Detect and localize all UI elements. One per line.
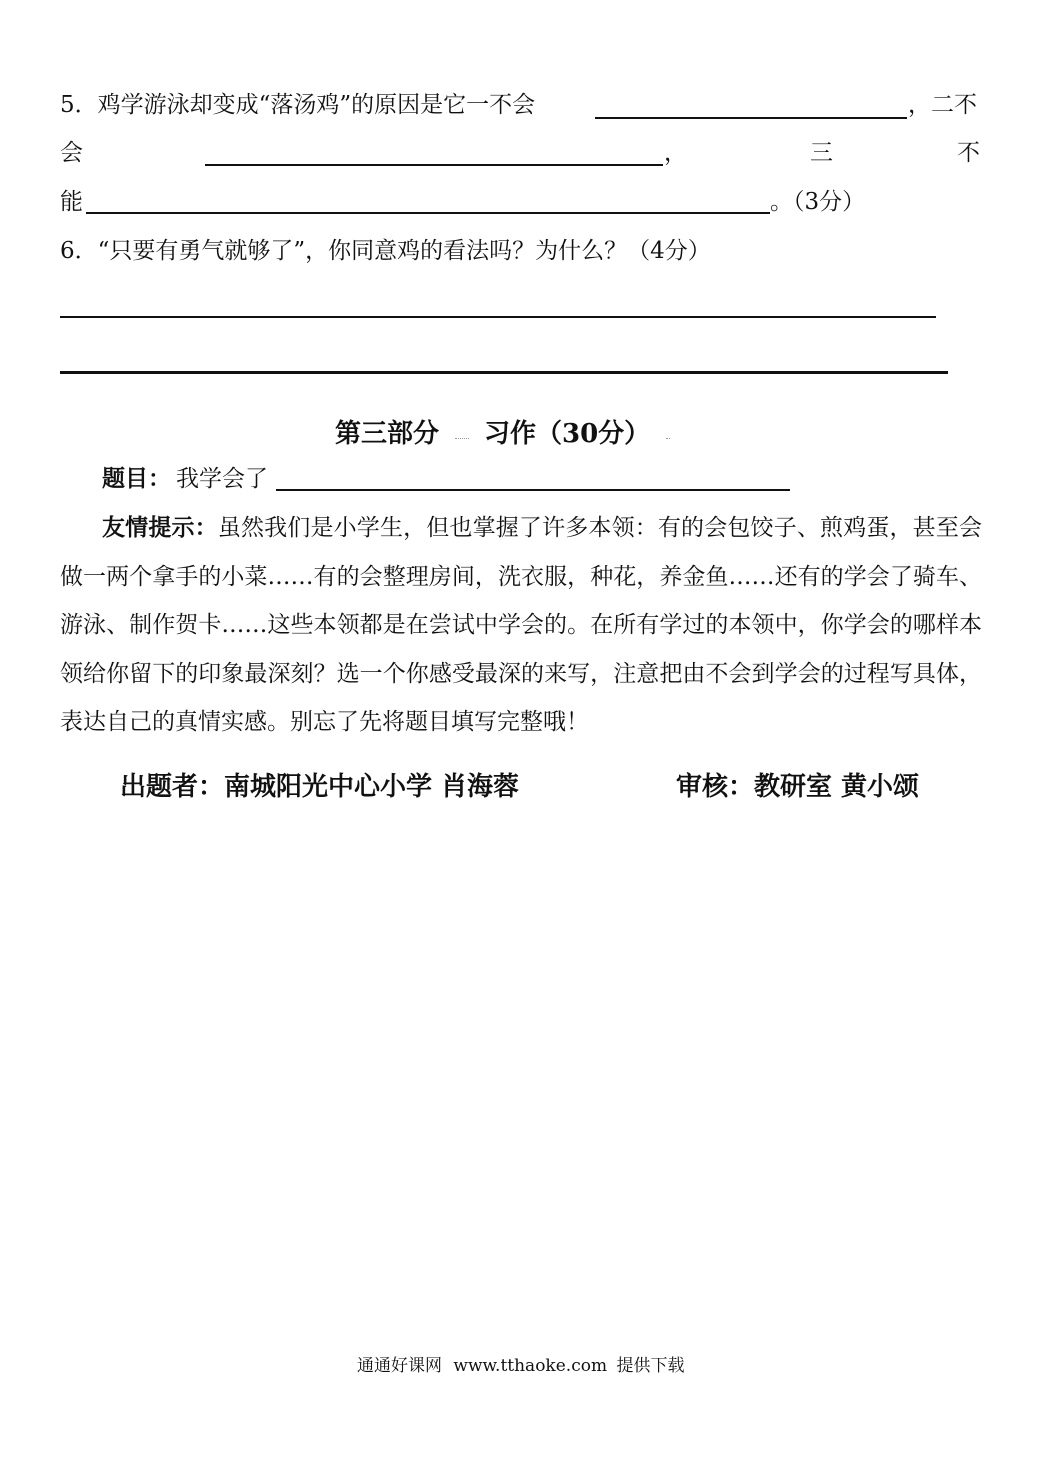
topic-label: 题目： — [102, 465, 171, 492]
hint-text: 虽然我们是小学生，但也掌握了许多本领：有的会包饺子、煎鸡蛋，甚至会做一两个拿手的小菜……有的会整理房间，洗衣服，种花，养金鱼……还有的学会了骑车、游泳、制作贺卡……这些本领都是在尝试中学会的。在所有学过的本领中，你学会的哪样本领给你留下的印象最深刻？选一个你感受最深的来写，注意把由不会到学会的过程写具体，表达自己的真情实感。别忘了先将题目填写完整哦！ — [60, 515, 983, 735]
credits-reviewer: 审核：教研室 黄小颂 — [676, 772, 920, 802]
part3-title-b: 习作（30分） — [484, 419, 651, 449]
credits-author: 出题者：南城阳光中心小学 肖海蓉 — [120, 772, 520, 802]
q6-text: 6．“只要有勇气就够了”，你同意鸡的看法吗？为什么？（4分） — [60, 238, 711, 264]
topic-blank[interactable] — [276, 489, 790, 491]
q5-line3-end: 。（3分） — [770, 189, 866, 215]
part3-title-a: 第三部分 — [335, 419, 440, 449]
footer-suffix: 提供下载 — [616, 1356, 685, 1376]
hint-paragraph — [60, 504, 982, 747]
q5-line2-not: 不 — [957, 140, 980, 166]
title-end-mark — [666, 438, 670, 439]
footer — [357, 1351, 684, 1376]
q5-line2-start: 会 — [60, 140, 83, 166]
title-gap-mark — [455, 438, 469, 439]
q5-line3-start: 能 — [60, 189, 83, 215]
topic-text: 我学会了 — [176, 466, 268, 492]
q5-line1-end: ，二不 — [908, 92, 977, 118]
q5-blank-3[interactable] — [86, 212, 770, 214]
q6-answer-line-1[interactable] — [60, 316, 936, 318]
footer-url[interactable]: www.tthaoke.com — [453, 1356, 608, 1376]
q5-line2-three: 三 — [810, 140, 833, 166]
q5-blank-2[interactable] — [205, 164, 663, 166]
q5-blank-1[interactable] — [595, 117, 907, 119]
q5-line2-comma: ， — [664, 140, 687, 166]
hint-label: 友情提示： — [102, 514, 218, 541]
q5-line1-text: 5．鸡学游泳却变成“落汤鸡”的原因是它一不会 — [60, 92, 536, 118]
footer-site: 通通好课网 — [357, 1356, 442, 1376]
q6-answer-line-2[interactable] — [60, 371, 948, 374]
